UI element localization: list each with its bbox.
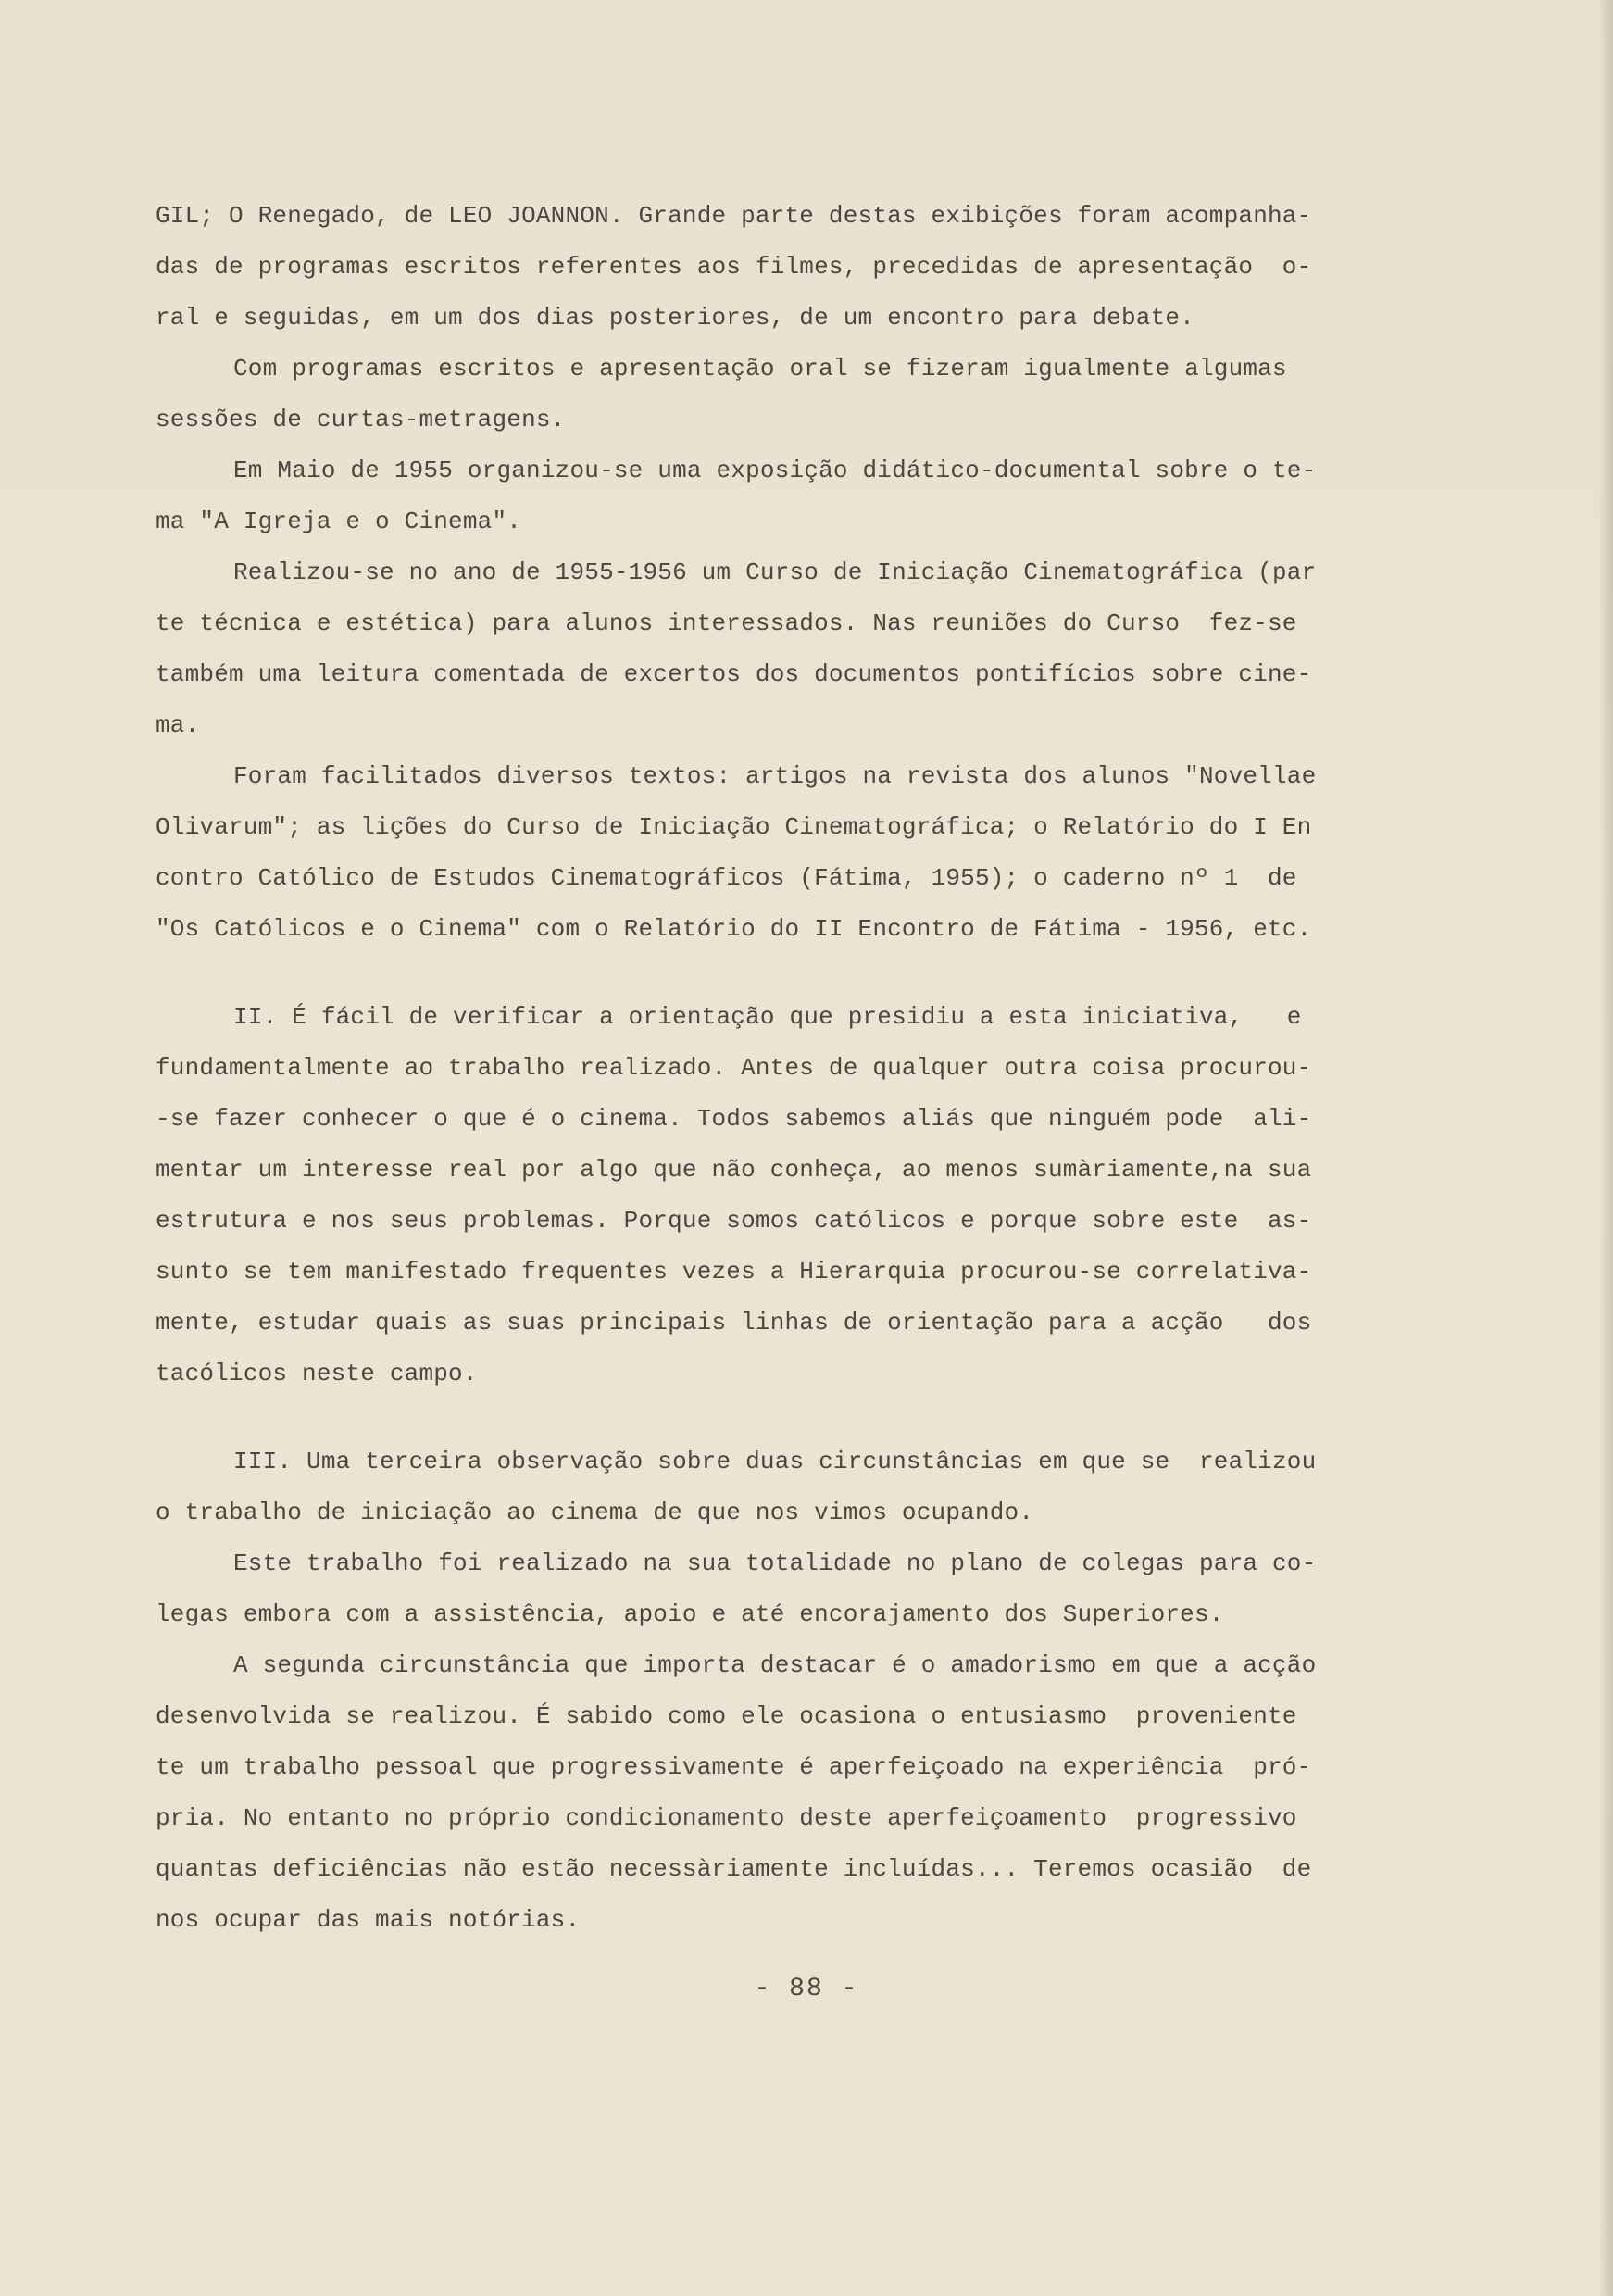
text-line: fundamentalmente ao trabalho realizado. Antes de qualquer outra coisa procurou-	[156, 1054, 1312, 1082]
text-line: "Os Católicos e o Cinema" com o Relatório do II Encontro de Fátima - 1956, etc.	[156, 915, 1312, 943]
paragraph	[156, 1437, 1317, 1538]
text-line: II. É fácil de verificar a orientação que presidiu a esta iniciativa, e	[233, 1003, 1302, 1031]
text-line: Com programas escritos e apresentação oral se fizeram igualmente algumas	[233, 355, 1287, 383]
document-body	[156, 191, 1317, 1946]
text-line: Em Maio de 1955 organizou-se uma exposição didático-documental sobre o te-	[233, 457, 1317, 484]
page-number: - 88 -	[754, 1975, 859, 2003]
paragraph	[156, 191, 1313, 344]
text-line: mentar um interesse real por algo que não conheça, ao menos sumàriamente,na sua	[156, 1156, 1312, 1184]
paragraph	[156, 1538, 1317, 1640]
text-line: também uma leitura comentada de excertos dos documentos pontifícios sobre cine-	[156, 660, 1312, 688]
text-line: sessões de curtas-metragens.	[156, 406, 566, 433]
text-line: estrutura e nos seus problemas. Porque somos católicos e porque sobre este as-	[156, 1207, 1312, 1235]
text-line: ma.	[156, 711, 200, 739]
paragraph	[156, 1640, 1317, 1946]
text-line: pria. No entanto no próprio condicionamento deste aperfeiçoamento progressivo	[156, 1804, 1297, 1832]
text-line: te técnica e estética) para alunos interessados. Nas reuniões do Curso fez-se	[156, 609, 1297, 637]
paragraph	[156, 344, 1313, 445]
text-line: nos ocupar das mais notórias.	[156, 1906, 581, 1934]
text-line: mente, estudar quais as suas principais linhas de orientação para a acção dos	[156, 1309, 1312, 1336]
text-line: ral e seguidas, em um dos dias posteriores, de um encontro para debate.	[156, 304, 1194, 332]
text-line: desenvolvida se realizou. É sabido como ele ocasiona o entusiasmo proveniente	[156, 1702, 1297, 1730]
text-line: tacólicos neste campo.	[156, 1360, 478, 1387]
paragraph	[156, 992, 1313, 1399]
text-line: quantas deficiências não estão necessàriamente incluídas... Teremos ocasião de	[156, 1855, 1312, 1883]
text-line: III. Uma terceira observação sobre duas circunstâncias em que se realizou	[233, 1448, 1317, 1475]
text-line: das de programas escritos referentes aos filmes, precedidas de apresentação o-	[156, 253, 1312, 281]
text-line: Olivarum"; as lições do Curso de Iniciação Cinematográfica; o Relatório do I En	[156, 813, 1312, 841]
paragraph	[156, 547, 1317, 751]
text-line: ma "A Igreja e o Cinema".	[156, 508, 522, 535]
text-line: contro Católico de Estudos Cinematográficos (Fátima, 1955); o caderno nº 1 de	[156, 864, 1297, 892]
text-line: Realizou-se no ano de 1955-1956 um Curso de Iniciação Cinematográfica (par	[233, 558, 1317, 586]
text-line: legas embora com a assistência, apoio e até encorajamento dos Superiores.	[156, 1600, 1224, 1628]
text-line: -se fazer conhecer o que é o cinema. Todos sabemos aliás que ninguém pode ali-	[156, 1105, 1312, 1133]
text-line: sunto se tem manifestado frequentes vezes a Hierarquia procurou-se correlativa-	[156, 1258, 1312, 1286]
text-line: o trabalho de iniciação ao cinema de que nos vimos ocupando.	[156, 1499, 1034, 1526]
text-line: te um trabalho pessoal que progressivamente é aperfeiçoado na experiência pró-	[156, 1753, 1312, 1781]
text-line: GIL; O Renegado, de LEO JOANNON. Grande parte destas exibições foram acompanha-	[156, 202, 1312, 230]
paragraph	[156, 751, 1317, 955]
text-line: Foram facilitados diversos textos: artigos na revista dos alunos "Novellae	[233, 762, 1317, 790]
paragraph	[156, 445, 1317, 547]
text-line: Este trabalho foi realizado na sua totalidade no plano de colegas para co-	[233, 1549, 1317, 1577]
text-line: A segunda circunstância que importa destacar é o amadorismo em que a acção	[233, 1651, 1317, 1679]
